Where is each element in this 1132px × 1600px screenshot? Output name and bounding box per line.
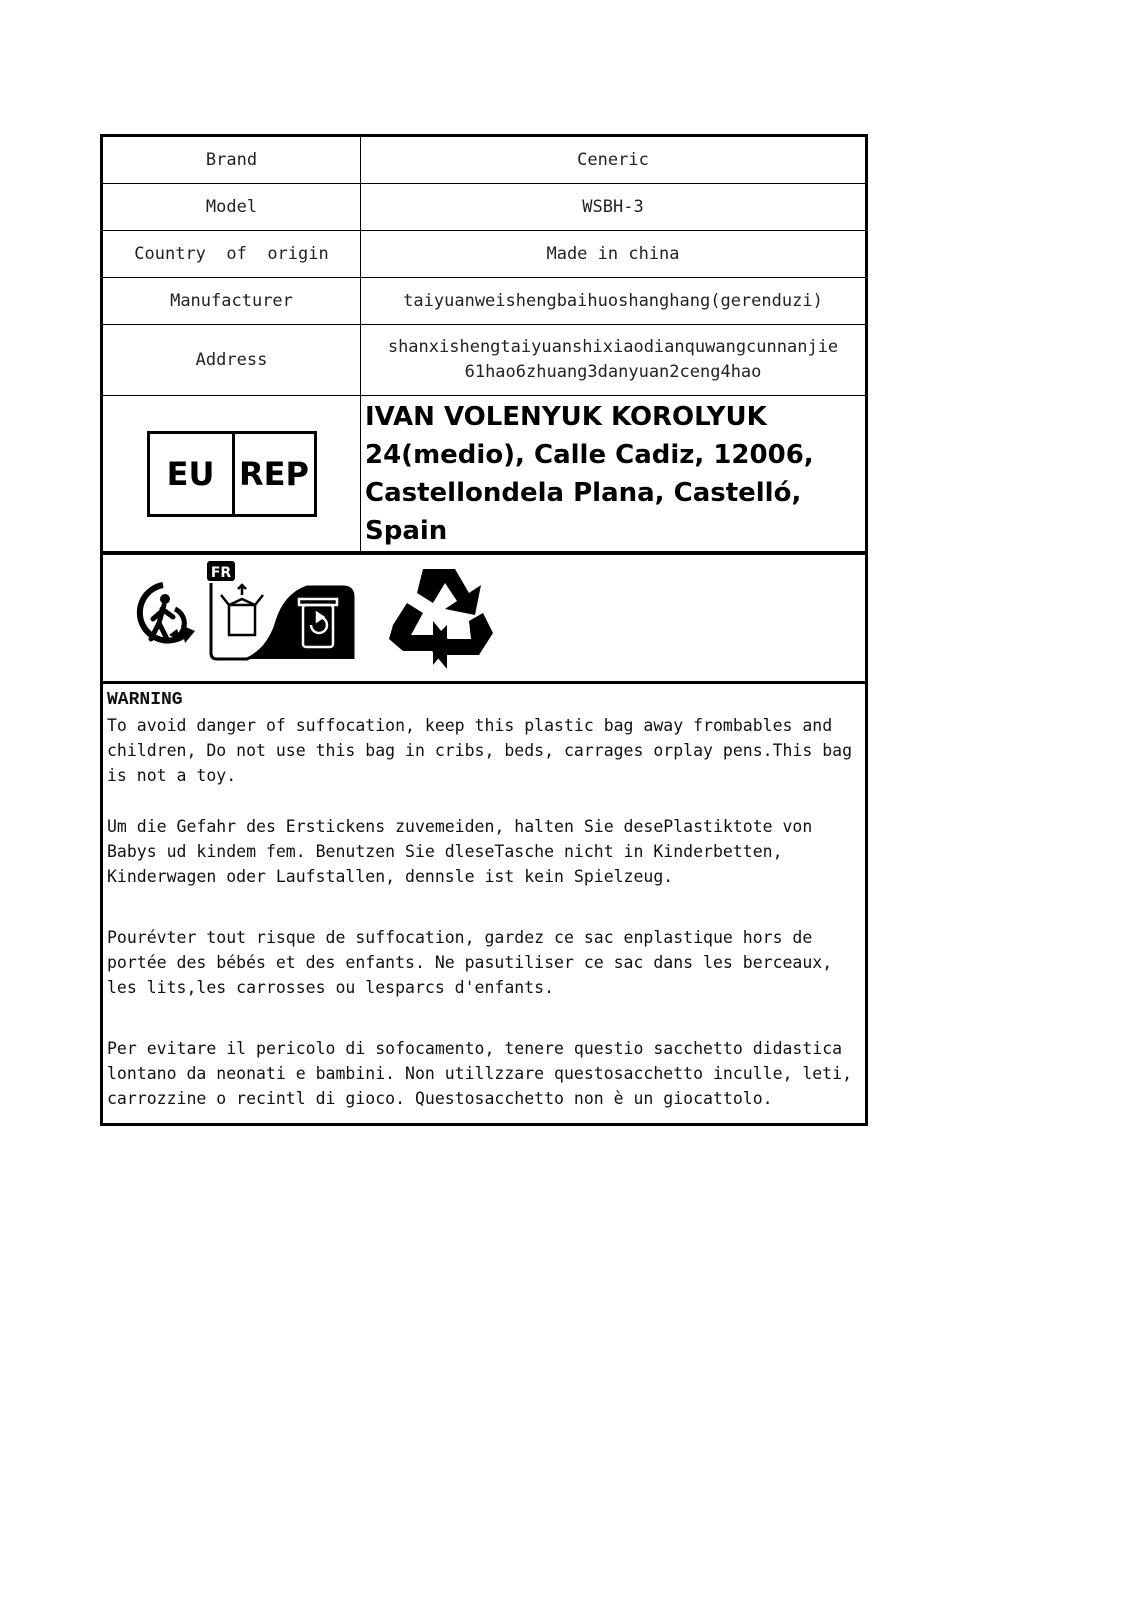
model-row [103,184,865,231]
warning-text-fr: Pourévter tout risque de suffocation, gardez ce sac enplastique hors de portée des bébés et des enfants. Ne pasutiliser ce sac dans les berceaux, les lits,les carrosses ou lesparcs d'enfants. [107,928,843,997]
address-label: Address [103,325,361,396]
warning-text-en: To avoid danger of suffocation, keep this plastic bag away frombables and children, Do not use this bag in cribs, beds, carrages orplay pens.This bag is not a toy. [107,716,862,785]
manufacturer-label: Manufacturer [103,278,361,325]
product-info-table [103,137,865,552]
warning-title: WARNING [107,690,183,710]
eu-rep-row [103,396,865,552]
manufacturer-row [103,278,865,325]
origin-row [103,231,865,278]
address-line-1: shanxishengtaiyuanshixiaodianquwangcunnanjie [387,337,839,357]
eu-rep-address-line-2: Castellondela Plana, Castelló, Spain [365,477,802,546]
triman-recycling-person-icon [129,577,197,657]
warning-text-it: Per evitare il pericolo di sofocamento, tenere questio sacchetto didastica lontano da neonati e bambini. Non utillzzare questosacchetto inculle, leti, carrozzine o recintl di gioco. Questosacchetto non è un giocattolo. [107,1039,862,1108]
address-row [103,325,865,396]
model-value: WSBH-3 [361,184,866,231]
origin-value: Made in china [361,231,866,278]
eu-rep-badge-eu: EU [150,434,235,514]
eu-rep-badge [147,431,317,517]
brand-value: Ceneric [361,137,866,184]
info-tri-box-icon [221,585,263,635]
eu-rep-details [361,396,866,552]
brand-label: Brand [103,137,361,184]
manufacturer-value: taiyuanweishengbaihuoshanghang(gerenduzi) [361,278,866,325]
product-label [100,134,868,1126]
eu-rep-badge-cell [103,396,361,552]
recycling-symbols-row [103,552,865,684]
eu-rep-badge-rep: REP [239,454,309,493]
origin-label: Country of origin [103,231,361,278]
address-value [361,325,866,396]
mobius-recycling-icon [383,561,495,673]
model-label: Model [103,184,361,231]
warning-section [103,684,865,1123]
eu-rep-address-line-1: 24(medio), Calle Cadiz, 12006, [365,439,814,470]
warning-text-de: Um die Gefahr des Erstickens zuvemeiden, halten Sie desePlastiktote von Babys ud kindem fem. Benutzen Sie dleseTasche nicht in Kinderbetten, Kinderwagen oder Laufstallen, dennsle ist kein Spielzeug. [107,817,823,886]
info-tri-panel [207,561,357,663]
triman-fr-label: FR [210,565,232,581]
eu-rep-name: IVAN VOLENYUK KOROLYUK [365,401,767,432]
brand-row [103,137,865,184]
address-line-2: 61hao6zhuang3danyuan2ceng4hao [464,362,762,382]
